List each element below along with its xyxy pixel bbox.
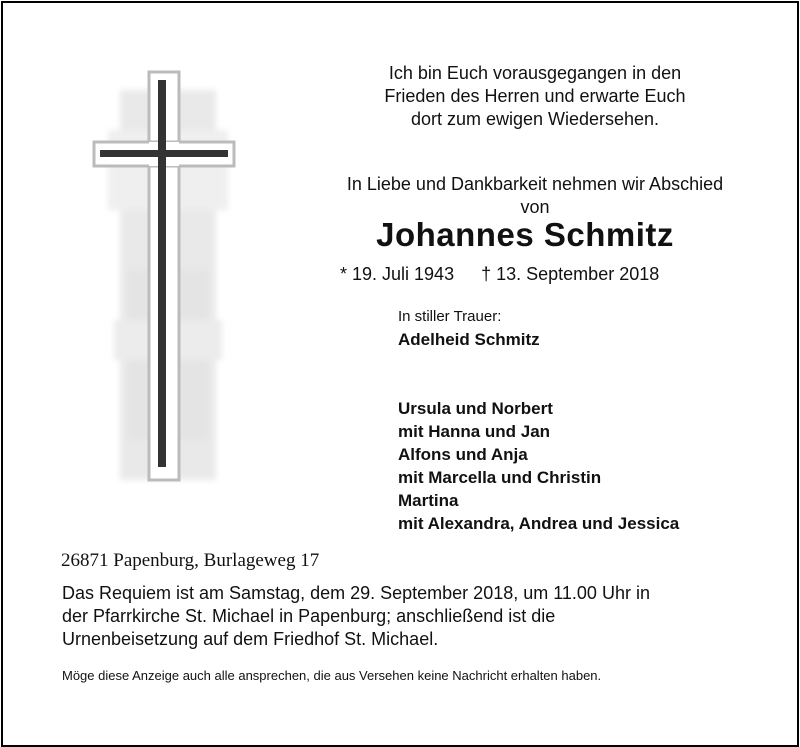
footnote: Möge diese Anzeige auch alle ansprechen, die aus Versehen keine Nachricht erhalten haben. (62, 668, 602, 683)
mourner-line: Ursula und Norbert (398, 399, 553, 418)
birth-date: * 19. Juli 1943 (340, 264, 455, 284)
deceased-name: Johannes Schmitz (376, 216, 674, 253)
requiem-line: Urnenbeisetzung auf dem Friedhof St. Michael. (62, 629, 439, 649)
quote-line: dort zum ewigen Wiedersehen. (410, 109, 660, 129)
mourner-spouse: Adelheid Schmitz (398, 330, 540, 349)
death-date: † 13. September 2018 (481, 264, 660, 284)
quote-line: Frieden des Herren und erwarte Euch (384, 86, 686, 106)
quote-line: Ich bin Euch vorausgegangen in den (388, 63, 682, 83)
mourners-list (398, 328, 679, 535)
cross-icon (88, 70, 248, 490)
requiem-info (62, 582, 742, 651)
life-dates (340, 262, 720, 286)
quote (330, 62, 740, 131)
farewell-intro (300, 173, 770, 219)
intro-von: von (520, 197, 550, 217)
mourner-line: mit Hanna und Jan (398, 422, 551, 441)
mourner-line: Alfons und Anja (398, 445, 528, 464)
intro-line: In Liebe und Dankbarkeit nehmen wir Abschied (346, 174, 724, 194)
mourner-line: mit Alexandra, Andrea und Jessica (398, 514, 680, 533)
requiem-line: Das Requiem ist am Samstag, dem 29. September 2018, um 11.00 Uhr in (62, 583, 650, 603)
mourner-line: mit Marcella und Christin (398, 468, 602, 487)
address: 26871 Papenburg, Burlageweg 17 (61, 550, 320, 571)
mourner-line: Martina (398, 491, 459, 510)
requiem-line: der Pfarrkirche St. Michael in Papenburg; anschließend ist die (62, 606, 556, 626)
mourners-label: In stiller Trauer: (398, 308, 502, 325)
